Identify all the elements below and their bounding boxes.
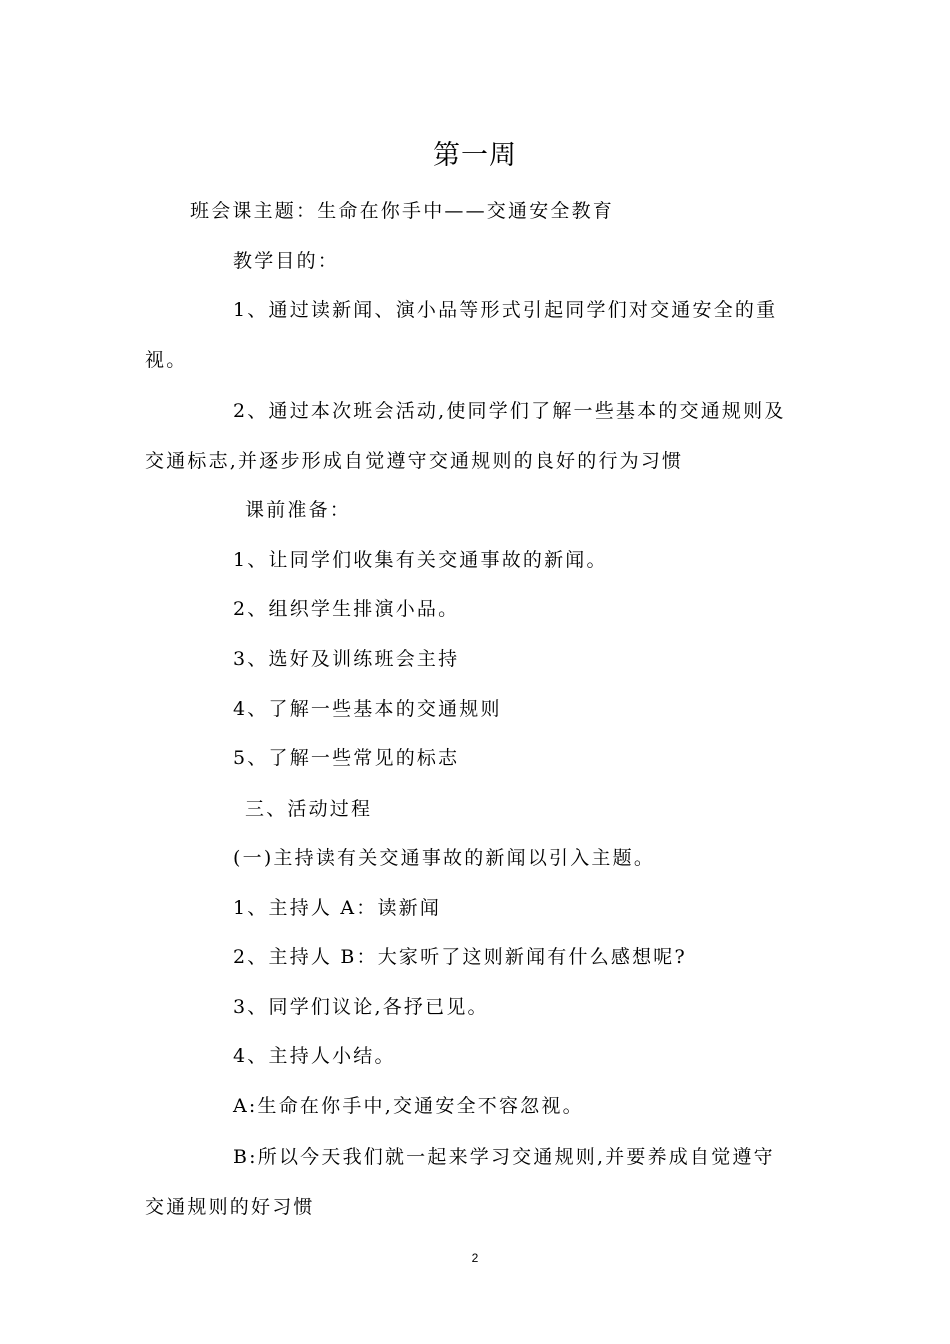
purpose-item-2-line-1: 2、通过本次班会活动,使同学们了解一些基本的交通规则及 [233,400,786,422]
process-heading: 三、活动过程 [245,798,373,820]
process-item: 3、同学们议论,各抒已见。 [233,996,489,1018]
page-number: 2 [471,1251,479,1265]
process-item: 1、主持人 A：读新闻 [233,897,442,919]
purpose-item-2-line-2: 交通标志,并逐步形成自觉遵守交通规则的良好的行为习惯 [145,450,684,472]
process-item: 4、主持人小结。 [233,1045,396,1067]
purpose-item-1-line-2: 视。 [145,349,188,371]
dialogue-b-line-1: B:所以今天我们就一起来学习交通规则,并要养成自觉遵守 [233,1146,775,1168]
prep-item: 1、让同学们收集有关交通事故的新闻。 [233,549,608,571]
page-title: 第一周 [433,140,517,171]
prep-item: 2、组织学生排演小品。 [233,598,460,620]
prep-item: 3、选好及训练班会主持 [233,648,460,670]
purpose-heading: 教学目的： [233,250,340,272]
dialogue-a: A:生命在你手中,交通安全不容忽视。 [233,1095,584,1117]
dialogue-b-line-2: 交通规则的好习惯 [145,1196,315,1218]
theme-line: 班会课主题：生命在你手中——交通安全教育 [190,200,615,222]
process-subheading: (一)主持读有关交通事故的新闻以引入主题。 [233,847,656,869]
prep-item: 5、了解一些常见的标志 [233,747,460,769]
purpose-item-1-line-1: 1、通过读新闻、演小品等形式引起同学们对交通安全的重 [233,299,778,321]
prep-heading: 课前准备： [245,499,352,521]
process-item: 2、主持人 B：大家听了这则新闻有什么感想呢? [233,946,687,968]
prep-item: 4、了解一些基本的交通规则 [233,698,502,720]
